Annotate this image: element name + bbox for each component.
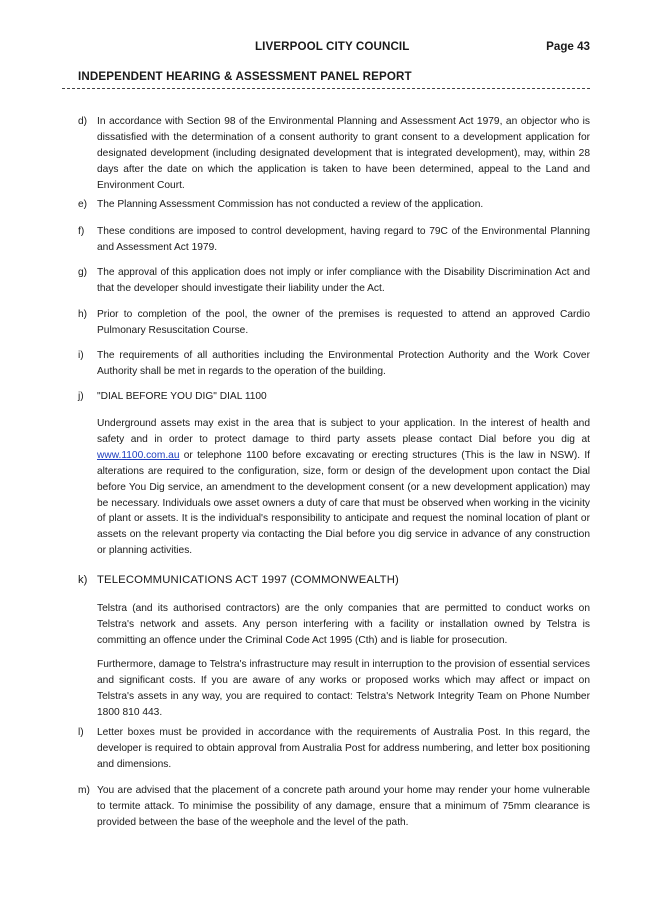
condition-label: j) [78, 391, 84, 402]
condition-l [78, 725, 590, 773]
dial-before-you-dig-body [97, 416, 590, 559]
condition-text: Letter boxes must be provided in accordance with the requirements of Australia Post. In this regard, the developer is required to obtain approval from Australia Post for address numbering, and letter box positioning and dimensions. [97, 727, 590, 770]
condition-text: Prior to completion of the pool, the owner of the premises is requested to attend an approved Cardio Pulmonary Resuscitation Course. [97, 309, 590, 336]
condition-label: d) [78, 116, 88, 127]
condition-label: f) [78, 226, 85, 237]
condition-heading: "DIAL BEFORE YOU DIG" DIAL 1100 [97, 391, 267, 402]
telstra-body-1: Telstra (and its authorised contractors) are the only companies that are permitted to conduct works on Telstra's network and assets. Any person interfering with a facility or installation owned by Telstra is committing an offence under the Criminal Code Act 1995 (Cth) and is liable for prosecution. [97, 603, 590, 646]
condition-i [78, 348, 590, 380]
condition-text: In accordance with Section 98 of the Environmental Planning and Assessment Act 1979, an objector who is dissatisfied with the determination of a consent authority to grant consent to a development application for designated development (including designated development that is integrated development), may, within 28 days after the date on which the application is taken to have been determined, appeal to the Land and Environment Court. [97, 116, 590, 191]
condition-heading: TELECOMMUNICATIONS ACT 1997 (COMMONWEALTH) [97, 574, 399, 586]
council-title: LIVERPOOL CITY COUNCIL [255, 40, 410, 53]
condition-label: g) [78, 267, 88, 278]
page-number: Page 43 [546, 40, 590, 53]
condition-label: m) [78, 785, 90, 796]
body-text: or telephone 1100 before excavating or erecting structures (This is the law in NSW). If alterations are required to the configuration, size, form or design of the development upon contact the Dial before You Dig service, an amendment to the development consent (or a new development application) may be necessary. Individuals owe asset owners a duty of care that must be observed when working in the vicinity of plant or assets. It is the individual's responsibility to anticipate and request the nominal location of plant or assets on the relevant property via contacting the Dial before you dig service in advance of any construction or planning activities. [97, 449, 590, 557]
condition-m [78, 783, 590, 831]
telstra-body-2: Furthermore, damage to Telstra's infrastructure may result in interruption to the provision of essential services and significant costs. If you are aware of any works or proposed works which may affect or impact on Telstra's assets in any way, you are required to contact: Telstra's Network Integrity Team on Phone Number 1800 810 443. [97, 659, 590, 718]
condition-g [78, 265, 590, 297]
condition-label: l) [78, 727, 84, 738]
condition-h [78, 307, 590, 339]
report-title: INDEPENDENT HEARING & ASSESSMENT PANEL REPORT [78, 70, 412, 83]
condition-label: i) [78, 350, 84, 361]
condition-text: The Planning Assessment Commission has not conducted a review of the application. [97, 199, 484, 210]
condition-text: The approval of this application does not imply or infer compliance with the Disability Discrimination Act and that the developer should investigate their liability under the Act. [97, 267, 590, 294]
condition-label: e) [78, 199, 88, 210]
condition-j [78, 389, 590, 405]
condition-d [78, 114, 590, 194]
condition-k [78, 573, 590, 589]
condition-e [78, 197, 590, 213]
dial-before-you-dig-link[interactable]: www.1100.com.au [97, 449, 180, 461]
condition-text: You are advised that the placement of a concrete path around your home may render your home vulnerable to termite attack. To minimise the possibility of any damage, ensure that a minimum of 75mm clearance is provided between the base of the weephole and the level of the path. [97, 785, 590, 828]
condition-label: h) [78, 309, 88, 320]
condition-text: The requirements of all authorities including the Environmental Protection Authority and the Work Cover Authority shall be met in regards to the operation of the building. [97, 350, 590, 377]
condition-text: These conditions are imposed to control development, having regard to 79C of the Environmental Planning and Assessment Act 1979. [97, 226, 590, 253]
condition-label: k) [78, 574, 88, 586]
body-text: Underground assets may exist in the area that is subject to your application. In the interest of health and safety and in order to protect damage to third party assets please contact Dial before you dig at [97, 418, 590, 445]
header-divider [62, 88, 590, 89]
condition-f [78, 224, 590, 256]
